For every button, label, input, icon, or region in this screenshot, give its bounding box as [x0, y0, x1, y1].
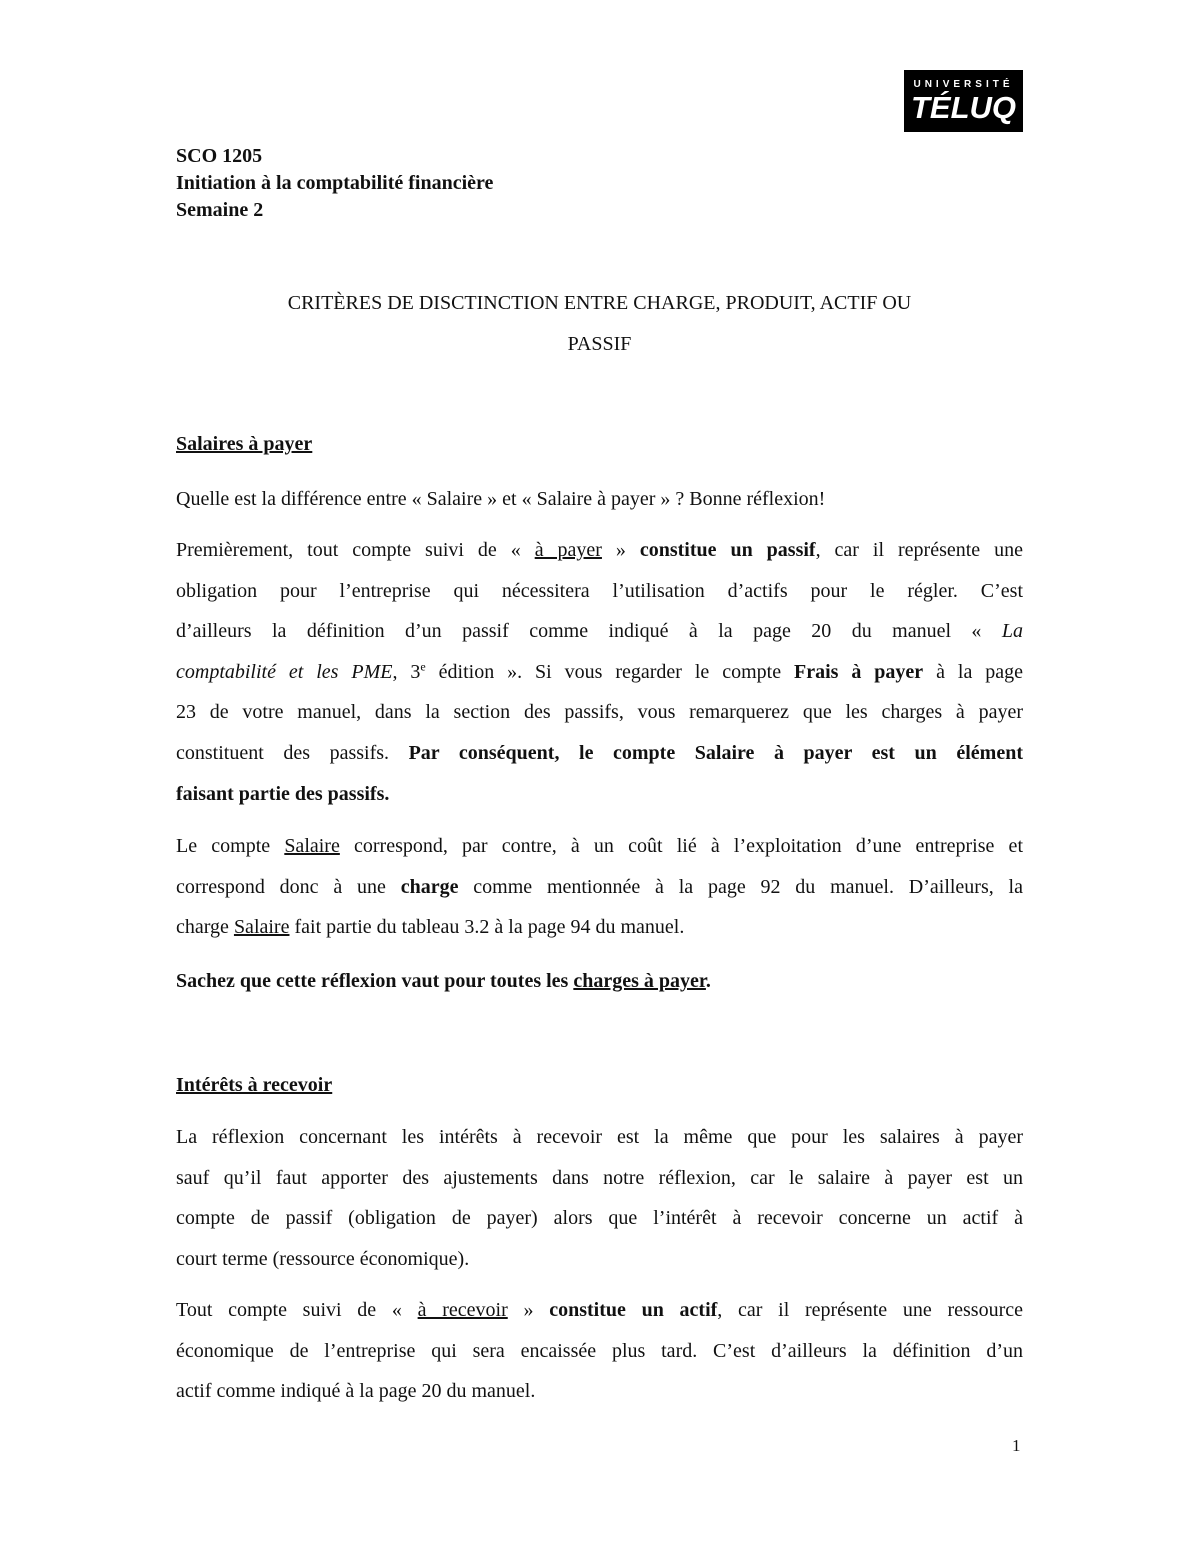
text-run: , car il représente une ressource: [717, 1299, 1023, 1321]
paragraph-line: actif comme indiqué à la page 20 du manuel.: [176, 1380, 536, 1403]
paragraph-charge: [176, 826, 1023, 948]
text-run: correspond donc à une: [176, 875, 401, 898]
text-run: Premièrement, tout compte suivi de «: [176, 539, 535, 561]
paragraph-line: obligation pour l’entreprise qui nécessitera l’utilisation d’actifs pour le régler. C’est: [176, 579, 1023, 602]
title-line-1: CRITÈRES DE DISCTINCTION ENTRE CHARGE, PRODUIT, ACTIF OU: [287, 292, 912, 314]
paragraph-line: compte de passif (obligation de payer) alors que l’intérêt à recevoir concerne un actif à: [176, 1207, 1023, 1230]
text-run: »: [507, 1299, 550, 1321]
section-heading-interets: Intérêts à recevoir: [176, 1074, 333, 1096]
underlined-term: Salaire: [233, 916, 290, 939]
paragraph-line: [176, 652, 1023, 693]
teluq-logo: [904, 70, 1023, 132]
underlined-term: à recevoir: [417, 1299, 508, 1321]
paragraph-line: [176, 961, 1023, 1002]
underlined-term: charges à payer: [573, 970, 706, 992]
paragraph-line: [176, 611, 1023, 652]
paragraph-line: [176, 733, 1023, 774]
text-run: , 3: [392, 660, 421, 683]
text-run: fait partie du tableau 3.2 à la page 94 du manuel.: [289, 916, 685, 939]
paragraph-line: économique de l’entreprise qui sera encaissée plus tard. C’est d’ailleurs la définition d’un: [176, 1339, 1023, 1362]
course-code: SCO 1205: [176, 145, 263, 167]
paragraph-conclusion: [176, 961, 1023, 1002]
italic-term: comptabilité et les PME: [176, 660, 393, 683]
text-run: d’ailleurs la définition d’un passif comme indiqué à la page 20 du manuel «: [176, 620, 1002, 643]
paragraph-interets: [176, 1117, 1023, 1279]
paragraph-question: [176, 479, 1023, 520]
text-run: Sachez que cette réflexion vaut pour toutes les: [176, 970, 574, 992]
paragraph-line: sauf qu’il faut apporter des ajustements dans notre réflexion, car le salaire à payer est un: [176, 1166, 1023, 1189]
paragraph-line: [176, 1290, 1023, 1331]
course-header: [176, 143, 493, 224]
bold-term: faisant partie des passifs.: [176, 782, 390, 805]
superscript: e: [420, 659, 426, 674]
text-run: Le compte: [176, 835, 285, 857]
text-run: »: [601, 539, 640, 561]
title-line-2: PASSIF: [567, 333, 632, 355]
bold-term: Frais à payer: [794, 660, 924, 683]
course-title: Initiation à la comptabilité financière: [176, 172, 494, 194]
text-run: à la page: [923, 660, 1023, 683]
text-run: charge: [176, 916, 234, 939]
text-run: , car il représente une: [815, 539, 1023, 561]
paragraph-line: court terme (ressource économique).: [176, 1247, 470, 1270]
text-run: Tout compte suivi de «: [176, 1299, 418, 1321]
paragraph-line: [176, 907, 1023, 948]
section-heading-salaires: Salaires à payer: [176, 433, 313, 455]
text-run: comme mentionnée à la page 92 du manuel. D’ailleurs, la: [458, 875, 1023, 898]
paragraph-actif: [176, 1290, 1023, 1412]
logo-teluq-text: TÉLUQ: [910, 90, 1017, 125]
paragraph-line: [176, 826, 1023, 867]
paragraph-passif: [176, 530, 1023, 814]
paragraph-line: [176, 530, 1023, 571]
text-run: constituent des passifs.: [176, 741, 409, 764]
paragraph-line: Quelle est la différence entre « Salaire » et « Salaire à payer » ? Bonne réflexion!: [176, 488, 826, 510]
week-label: Semaine 2: [176, 199, 264, 221]
underlined-term: à payer: [534, 539, 602, 561]
bold-term: constitue un passif: [639, 539, 816, 561]
bold-term: constitue un actif: [549, 1299, 718, 1321]
bold-term: Par conséquent, le compte Salaire à payer est un élément: [408, 741, 1023, 764]
text-run: correspond, par contre, à un coût lié à l’exploitation d’une entreprise et: [339, 835, 1023, 857]
paragraph-line: La réflexion concernant les intérêts à recevoir est la même que pour les salaires à payer: [176, 1126, 1023, 1148]
bold-term: charge: [400, 875, 459, 898]
italic-term: La: [1001, 620, 1023, 643]
paragraph-line: 23 de votre manuel, dans la section des passifs, vous remarquerez que les charges à payer: [176, 701, 1023, 724]
text-run: .: [705, 970, 711, 992]
paragraph-line: [176, 867, 1023, 908]
logo-university-text: UNIVERSITÉ: [913, 79, 1014, 90]
paragraph-line: [176, 774, 1023, 815]
document-title: [176, 283, 1023, 365]
page-number: 1: [1012, 1436, 1021, 1455]
underlined-term: Salaire: [284, 835, 340, 857]
text-run: édition ». Si vous regarder le compte: [425, 660, 795, 683]
